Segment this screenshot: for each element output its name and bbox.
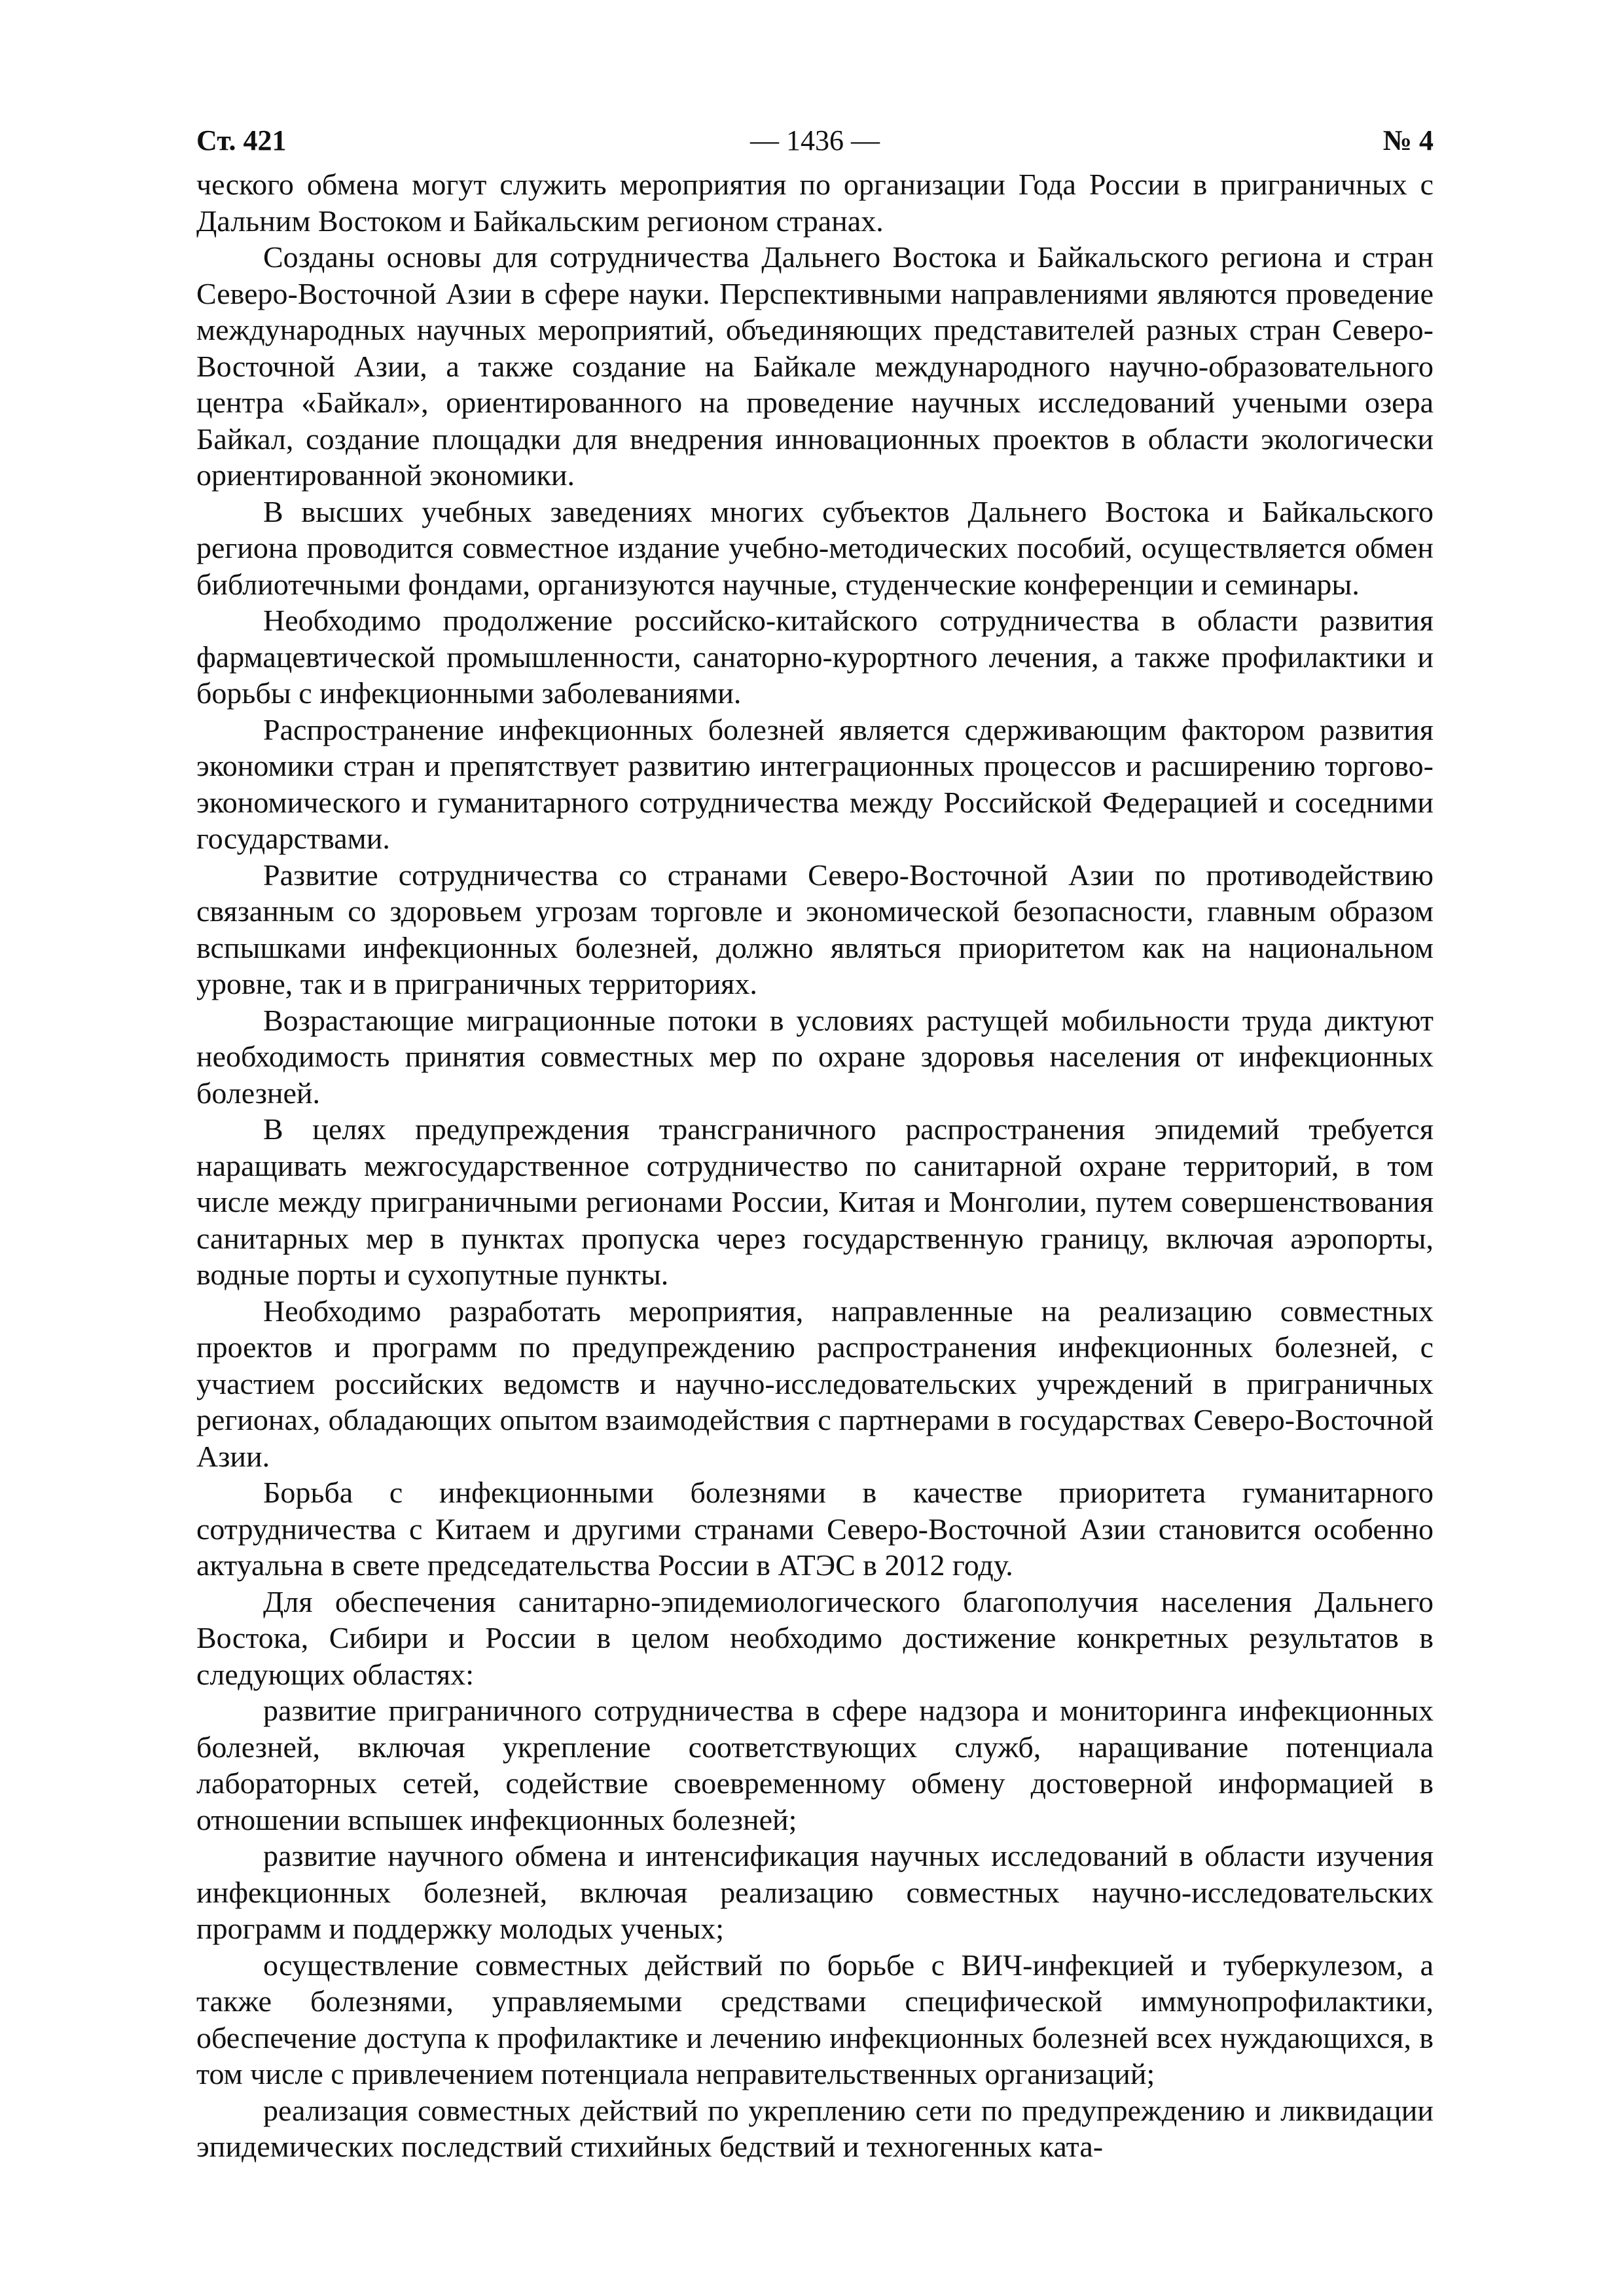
paragraph: В высших учебных заведениях многих субъектов Дальнего Востока и Байкальского региона проводится совместное издание учебно-методических пособий, осуществляется обмен библиотечными фондами, организуются научные, студенческие конференции и семинары. (196, 494, 1434, 601)
paragraph: Борьба с инфекционными болезнями в качестве приоритета гуманитарного сотрудничества с Китаем и другими странами Северо-Восточной Азии становится особенно актуальна в свете председательства России в АТЭС в 2012 году. (196, 1476, 1434, 1582)
document-page (196, 118, 1434, 2165)
document-body (196, 166, 1434, 2165)
list-item: реализация совместных действий по укреплению сети по предупреждению и ликвидации эпидемических последствий стихийных бедствий и техногенных ката- (196, 2093, 1434, 2163)
article-number: Ст. 421 (196, 124, 287, 156)
list-item: развитие приграничного сотрудничества в сфере надзора и мониторинга инфекционных болезней, включая укрепление соответствующих служб, наращивание потенциала лабораторных сетей, содействие своевременному обмену достоверной информацией в отношении вспышек инфекционных болезней; (196, 1694, 1434, 1836)
issue-number: № 4 (1382, 124, 1434, 156)
paragraph: Для обеспечения санитарно-эпидемиологического благополучия населения Дальнего Востока, Сибири и России в целом необходимо достижение конкретных результатов в следующих областях: (196, 1584, 1434, 1691)
paragraph: Созданы основы для сотрудничества Дальнего Востока и Байкальского региона и стран Северо-Восточной Азии в сфере науки. Перспективными направлениями являются проведение международных научных мероприятий, объединяющих представителей разных стран Северо-Восточной Азии, а также создание на Байкале международного научно-образовательного центра «Байкал», ориентированного на проведение научных исследований учеными озера Байкал, создание площадки для внедрения инновационных проектов в области экологически ориентированной экономики. (196, 240, 1434, 492)
page-number: — 1436 — (750, 124, 880, 156)
list-item: развитие научного обмена и интенсификация научных исследований в области изучения инфекционных болезней, включая реализацию совместных научно-исследовательских программ и поддержку молодых ученых; (196, 1839, 1434, 1945)
paragraph: Развитие сотрудничества со странами Северо-Восточной Азии по противодействию связанным со здоровьем угрозам торговле и экономической безопасности, главным образом вспышками инфекционных болезней, должно являться приоритетом как на национальном уровне, так и в приграничных территориях. (196, 858, 1434, 1000)
paragraph: ческого обмена могут служить мероприятия по организации Года России в приграничных с Дальним Востоком и Байкальским регионом странах. (196, 168, 1434, 238)
paragraph: Возрастающие миграционные потоки в условиях растущей мобильности труда диктуют необходимость принятия совместных мер по охране здоровья населения от инфекционных болезней. (196, 1003, 1434, 1110)
paragraph: Необходимо продолжение российско-китайского сотрудничества в области развития фармацевтической промышленности, санаторно-курортного лечения, а также профилактики и борьбы с инфекционными заболеваниями. (196, 604, 1434, 710)
paragraph: Необходимо разработать мероприятия, направленные на реализацию совместных проектов и программ по предупреждению распространения инфекционных болезней, с участием российских ведомств и научно-исследовательских учреждений в приграничных регионах, обладающих опытом взаимодействия с партнерами в государствах Северо-Восточной Азии. (196, 1294, 1434, 1473)
paragraph: В целях предупреждения трансграничного распространения эпидемий требуется наращивать межгосударственное сотрудничество по санитарной охране территорий, в том числе между приграничными регионами России, Китая и Монголии, путем совершенствования санитарных мер в пунктах пропуска через государственную границу, включая аэропорты, водные порты и сухопутные пункты. (196, 1112, 1434, 1291)
paragraph: Распространение инфекционных болезней является сдерживающим фактором развития экономики стран и препятствует развитию интеграционных процессов и расширению торгово-экономического и гуманитарного сотрудничества между Российской Федерацией и соседними государствами. (196, 712, 1434, 855)
page-header (196, 118, 1434, 164)
list-item: осуществление совместных действий по борьбе с ВИЧ-инфекцией и туберкулезом, а также болезнями, управляемыми средствами специфической иммунопрофилактики, обеспечение доступа к профилактике и лечению инфекционных болезней всех нуждающихся, в том числе с привлечением потенциала неправительственных организаций; (196, 1948, 1434, 2090)
